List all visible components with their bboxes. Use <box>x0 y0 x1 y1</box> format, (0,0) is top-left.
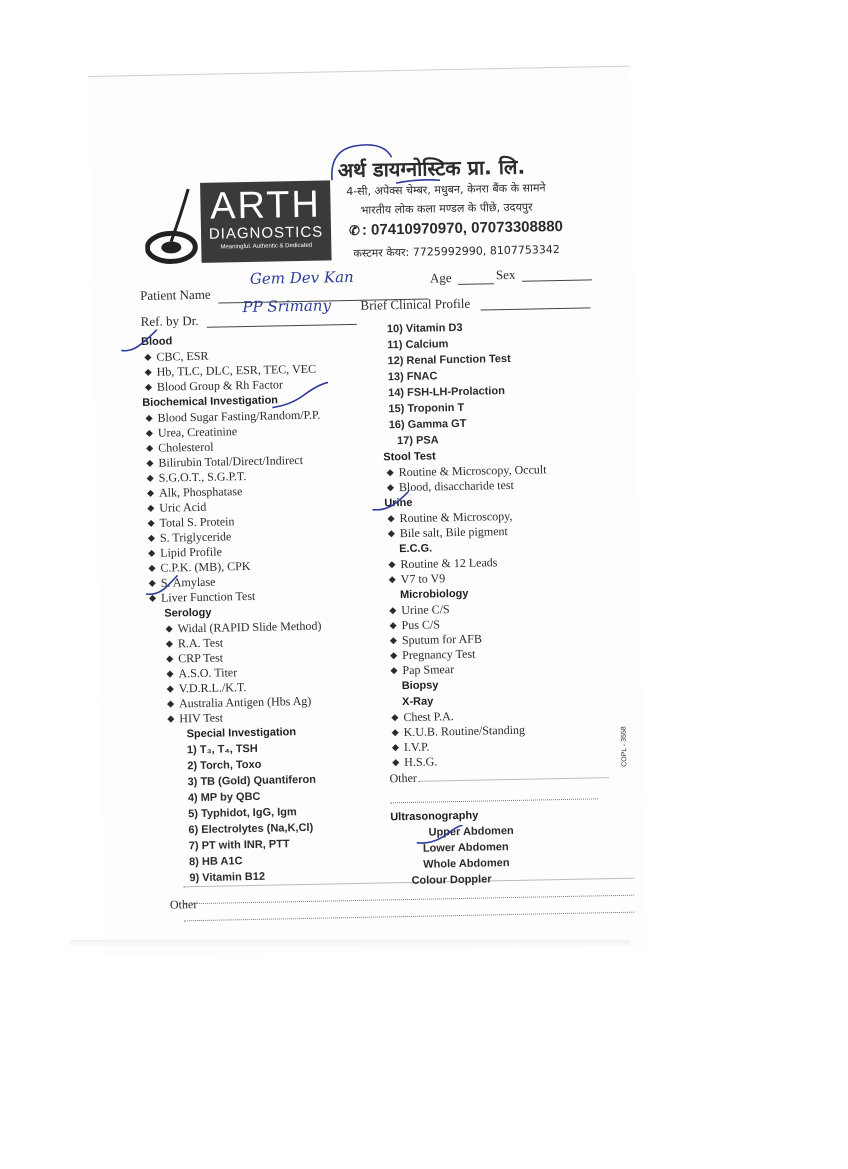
test-item: Urea, Creatinine <box>143 421 383 441</box>
phone-text: : 07410970970, 07073308880 <box>361 217 564 239</box>
test-item: 17) PSA <box>396 434 439 448</box>
xray-header: X-Ray <box>401 695 434 709</box>
test-item: Upper Abdomen <box>428 824 514 839</box>
clinical-profile-label: Brief Clinical Profile <box>360 295 471 313</box>
test-item: Blood Sugar Fasting/Random/P.P. <box>142 406 382 426</box>
tick-mark-icon <box>270 380 331 411</box>
test-item: 6) Electrolytes (Na,K,Cl) <box>188 821 314 837</box>
test-item: Pus C/S <box>386 614 626 634</box>
patient-name-value: Gem Dev Kan <box>249 267 354 288</box>
pen-scribble-icon <box>325 138 446 190</box>
ref-doctor-label: Ref. by Dr. <box>140 312 199 330</box>
test-item: Colour Doppler <box>411 873 492 887</box>
left-test-column <box>141 329 392 913</box>
logo-target-icon <box>144 185 202 266</box>
test-item: Pregnancy Test <box>387 644 627 664</box>
blood-header: Blood <box>141 335 173 349</box>
test-item: V.D.R.L./K.T. <box>148 677 388 697</box>
tick-mark-icon <box>144 573 180 598</box>
company-title-hindi: अर्थ डायग्नोस्टिक प्रा. लि. <box>337 154 526 183</box>
test-item: 4) MP by QBC <box>187 790 261 805</box>
test-item: 12) Renal Function Test <box>387 352 511 368</box>
test-item: Alk, Phosphatase <box>144 481 384 501</box>
sex-label: Sex <box>495 266 516 283</box>
test-item: 9) Vitamin B12 <box>189 870 266 885</box>
test-item: CBC, ESR <box>141 345 381 365</box>
test-item: Blood Group & Rh Factor <box>142 375 382 395</box>
patient-name-label: Patient Name <box>140 286 211 304</box>
form-code: COPL - 3558 <box>620 726 629 767</box>
age-line <box>458 283 494 285</box>
age-label: Age <box>429 270 452 286</box>
test-item: 3) TB (Gold) Quantiferon <box>187 773 316 789</box>
test-item: Widal (RAPID Slide Method) <box>146 617 386 637</box>
logo-name: ARTH <box>209 183 322 228</box>
ecg-header: E.C.G. <box>399 542 433 556</box>
test-item: S. Triglyceride <box>145 526 385 546</box>
test-item: Cholesterol <box>143 436 383 456</box>
test-item: Lower Abdomen <box>422 841 509 855</box>
test-item: 13) FNAC <box>387 370 438 384</box>
test-item: K.U.B. Routine/Standing <box>389 721 629 741</box>
logo-tagline: Meaningful. Authentic & Dedicated <box>220 242 313 251</box>
test-item: Australia Antigen (Hbs Ag) <box>148 692 388 712</box>
right-test-column <box>381 317 632 890</box>
test-item: Hb, TLC, DLC, ESR, TEC, VEC <box>142 360 382 380</box>
special-header: Special Investigation <box>186 726 297 741</box>
test-item: 16) Gamma GT <box>388 417 467 432</box>
tick-mark-icon <box>414 822 464 847</box>
biopsy-header: Biopsy <box>401 679 439 693</box>
test-item: Blood, disaccharide test <box>384 476 624 496</box>
clinical-profile-line <box>481 307 591 310</box>
urine-header: Urine <box>384 496 413 510</box>
test-item: 15) Troponin T <box>388 401 465 416</box>
logo-sub: DIAGNOSTICS <box>208 223 324 243</box>
test-item: Sputum for AFB <box>387 629 627 649</box>
other-label-left: Other <box>169 897 198 912</box>
test-item: C.P.K. (MB), CPK <box>145 556 385 576</box>
test-item: Bile salt, Bile pigment <box>385 522 625 542</box>
customer-care: कस्टमर केयर: 7725992990, 8107753342 <box>353 242 560 260</box>
test-item: 11) Calcium <box>387 338 449 352</box>
phone-icon: ✆ <box>348 222 361 239</box>
test-item: Pap Smear <box>387 659 627 679</box>
test-item: A.S.O. Titer <box>147 662 387 682</box>
test-item: Routine & Microscopy, <box>384 507 624 527</box>
test-item: V7 to V9 <box>386 568 626 588</box>
phone-numbers <box>349 218 563 239</box>
test-item: Routine & 12 Leads <box>385 553 625 573</box>
test-item: I.V.P. <box>389 736 629 756</box>
serology-header: Serology <box>164 606 212 620</box>
paper-shadow <box>70 940 630 948</box>
address-line-1: 4-सी, अपेक्स चेम्बर, मधुबन, केनरा बैंक के सामने <box>346 181 546 199</box>
lab-request-form <box>88 66 647 957</box>
test-item: 1) T₃, T₄, TSH <box>186 742 258 757</box>
test-item: 5) Typhidot, IgG, Igm <box>188 806 297 821</box>
other-label-right: Other <box>389 766 629 787</box>
stool-header: Stool Test <box>383 450 436 464</box>
test-item: 14) FSH-LH-Prolaction <box>388 385 505 400</box>
test-item: Whole Abdomen <box>423 857 510 871</box>
tick-mark-icon <box>119 326 160 357</box>
tick-mark-icon <box>370 489 410 514</box>
test-item: Bilirubin Total/Direct/Indirect <box>143 451 383 471</box>
test-item: Lipid Profile <box>145 541 385 561</box>
test-item: 10) Vitamin D3 <box>386 321 463 336</box>
test-item: S. Amylase <box>146 571 386 591</box>
test-item: Uric Acid <box>144 496 384 516</box>
biochem-header: Biochemical Investigation <box>142 394 279 410</box>
address-line-2: भारतीय लोक कला मण्डल के पीछे, उदयपुर <box>360 200 533 217</box>
test-item: 7) PT with INR, PTT <box>188 838 290 853</box>
test-item: 2) Torch, Toxo <box>187 758 262 773</box>
logo <box>200 180 332 262</box>
test-item: Total S. Protein <box>144 511 384 531</box>
test-item: Routine & Microscopy, Occult <box>384 461 624 481</box>
usg-header: Ultrasonography <box>390 809 479 824</box>
test-item: H.S.G. <box>389 751 629 771</box>
test-item: 8) HB A1C <box>188 855 243 869</box>
test-item: HIV Test <box>148 707 388 727</box>
test-item: Liver Function Test <box>146 586 386 606</box>
ref-doctor-line <box>207 324 357 328</box>
microbiology-header: Microbiology <box>399 587 469 602</box>
sex-line <box>522 279 592 281</box>
test-item: CRP Test <box>147 647 387 667</box>
test-item: R.A. Test <box>147 632 387 652</box>
test-item: Urine C/S <box>386 599 626 619</box>
ref-doctor-value: PP Srimany <box>242 296 332 317</box>
test-item: Chest P.A. <box>388 706 628 726</box>
test-item: S.G.O.T., S.G.P.T. <box>144 466 384 486</box>
